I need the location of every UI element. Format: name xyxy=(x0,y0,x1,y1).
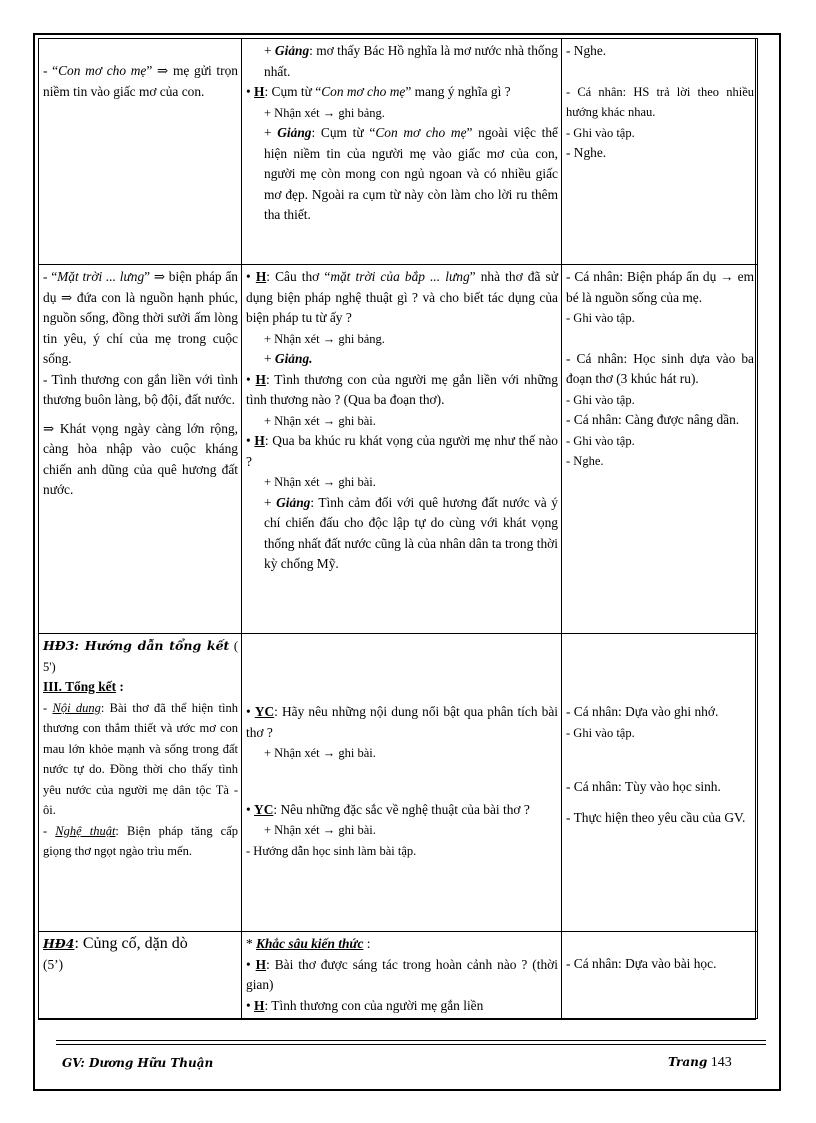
activity-line: + Nhận xét → ghi bài. xyxy=(264,746,376,760)
activity-heading: HĐ4: Củng cố, dặn dò xyxy=(43,935,188,952)
student-line: - Cá nhân: Dựa vào ghi nhớ. xyxy=(566,704,719,719)
content-note: - Nghệ thuật: Biện pháp tăng cấp giọng thơ ngọt ngào trìu mến. xyxy=(43,823,238,858)
activity-line: + Giảng: Tình cảm đối với quê hương đất nước và ý chí chiến đấu cho độc lập tự do cùng với khát vọng thống nhất đất nước cũng là của nhân dân ta trong thời kỳ chống Mỹ. xyxy=(264,494,558,571)
activity-line: * Khắc sâu kiến thức : xyxy=(246,936,371,951)
activity-line: - Hướng dẫn học sinh làm bài tập. xyxy=(246,843,417,858)
activity-line: + Nhận xét → ghi bài. xyxy=(264,475,376,489)
table-row xyxy=(39,634,758,932)
student-line: - Cá nhân: HS trả lời theo nhiều hướng khác nhau. xyxy=(566,84,754,119)
teacher-activity-cell xyxy=(242,39,562,265)
student-activity-cell xyxy=(562,634,758,932)
student-line: - Thực hiện theo yêu cầu của GV. xyxy=(566,809,746,825)
content-cell xyxy=(39,39,242,265)
activity-line: • H: Cụm từ “Con mơ cho mẹ” mang ý nghĩa gì ? xyxy=(246,84,511,99)
content-note: - Tình thương con gắn liền với tình thương buôn làng, bộ đội, đất nước. xyxy=(43,371,238,407)
student-activity-cell xyxy=(562,265,758,634)
student-line: - Ghi vào tập. xyxy=(566,311,635,325)
student-line: - Cá nhân: Dựa vào bài học. xyxy=(566,956,717,971)
activity-time: (5’) xyxy=(43,956,64,972)
table-row xyxy=(39,39,758,265)
lesson-plan-table xyxy=(38,38,758,1019)
table-row xyxy=(39,932,758,1019)
student-line: - Nghe. xyxy=(566,43,607,58)
student-line: - Nghe. xyxy=(566,145,607,160)
activity-line: + Giảng: mơ thấy Bác Hồ nghĩa là mơ nước nhà thống nhất. xyxy=(264,43,558,79)
content-cell xyxy=(39,634,242,932)
activity-line: + Nhận xét → ghi bài. xyxy=(264,413,376,428)
student-line: - Cá nhân: Càng được nâng dần. xyxy=(566,412,740,427)
activity-line: + Nhận xét → ghi bảng. xyxy=(264,105,385,120)
activity-line: + Nhận xét → ghi bài. xyxy=(264,823,376,837)
teacher-activity-cell xyxy=(242,265,562,634)
student-line: - Cá nhân: Học sinh dựa vào ba đoạn thơ (3 khúc hát ru). xyxy=(566,350,754,386)
activity-line: + Giảng: Cụm từ “Con mơ cho mẹ” ngoài việc thể hiện niềm tin của người mẹ vào giấc mơ của con, người mẹ còn mong con ngủ ngoan và có nhiều giấc mơ đẹp. Ngoài ra cụm từ này còn làm cho lời ru thêm tha thiết. xyxy=(264,125,558,222)
content-note: - “Mặt trời ... lưng” ⇒ biện pháp ẩn dụ ⇒ đứa con là nguồn hạnh phúc, nguồn sống, đồng thời sưởi ấm lòng tin yêu, ý chí của mẹ trong cuộc sống. xyxy=(43,269,238,366)
footer-divider xyxy=(56,1040,766,1041)
student-line: - Ghi vào tập. xyxy=(566,725,635,740)
student-activity-cell xyxy=(562,932,758,1019)
footer-divider xyxy=(56,1044,766,1045)
content-cell xyxy=(39,932,242,1019)
student-line: - Nghe. xyxy=(566,454,604,468)
student-line: - Cá nhân: Biện pháp ẩn dụ → em bé là nguồn sống của mẹ. xyxy=(566,269,754,305)
activity-line: • YC: Nêu những đặc sắc về nghệ thuật của bài thơ ? xyxy=(246,801,530,817)
activity-line: • H: Câu thơ “mặt trời của bắp ... lưng” nhà thơ đã sử dụng biện pháp nghệ thuật gì ? và cho biết tác dụng của biện pháp tu từ ấy ? xyxy=(246,269,558,325)
student-line: - Ghi vào tập. xyxy=(566,392,635,407)
student-line: - Cá nhân: Tùy vào học sinh. xyxy=(566,779,721,794)
content-note: - “Con mơ cho mẹ” ⇒ mẹ gửi trọn niềm tin vào giấc mơ của con. xyxy=(43,63,238,99)
activity-line: • H: Tình thương con của người mẹ gắn liền xyxy=(246,997,484,1013)
teacher-name: GV: Dương Hữu Thuận xyxy=(62,1056,214,1070)
content-note: - Nội dung: Bài thơ đã thể hiện tình thương con thắm thiết và ước mơ con mau lớn khỏe mạnh và sống trong đất nước tự do. Đồng thời cho thấy tình yêu nước của người mẹ dân tộc Tà - ôi. xyxy=(43,700,238,817)
teacher-activity-cell xyxy=(242,634,562,932)
activity-line: + Nhận xét → ghi bảng. xyxy=(264,331,385,346)
activity-heading: HĐ3: Hướng dẫn tổng kết ( 5') xyxy=(43,638,238,674)
teacher-activity-cell xyxy=(242,932,562,1019)
page-number: Trang 143 xyxy=(668,1055,732,1070)
student-line: - Ghi vào tập. xyxy=(566,433,635,448)
table-row xyxy=(39,265,758,634)
content-cell xyxy=(39,265,242,634)
section-heading: III. Tổng kết : xyxy=(43,679,124,694)
activity-line: • YC: Hãy nêu những nội dung nổi bật qua phân tích bài thơ ? xyxy=(246,704,558,740)
activity-line: + Giảng. xyxy=(264,351,313,366)
student-activity-cell xyxy=(562,39,758,265)
content-note: ⇒ Khát vọng ngày càng lớn rộng, càng hòa nhập vào cuộc kháng chiến anh dũng của quê hương đất nước. xyxy=(43,420,238,497)
activity-line: • H: Bài thơ được sáng tác trong hoàn cảnh nào ? (thời gian) xyxy=(246,956,558,992)
activity-line: • H: Qua ba khúc ru khát vọng của người mẹ như thế nào ? xyxy=(246,433,558,469)
student-line: - Ghi vào tập. xyxy=(566,125,635,140)
activity-line: • H: Tình thương con của người mẹ gắn liền với những tình thương nào ? (Qua ba đoạn thơ). xyxy=(246,371,558,407)
